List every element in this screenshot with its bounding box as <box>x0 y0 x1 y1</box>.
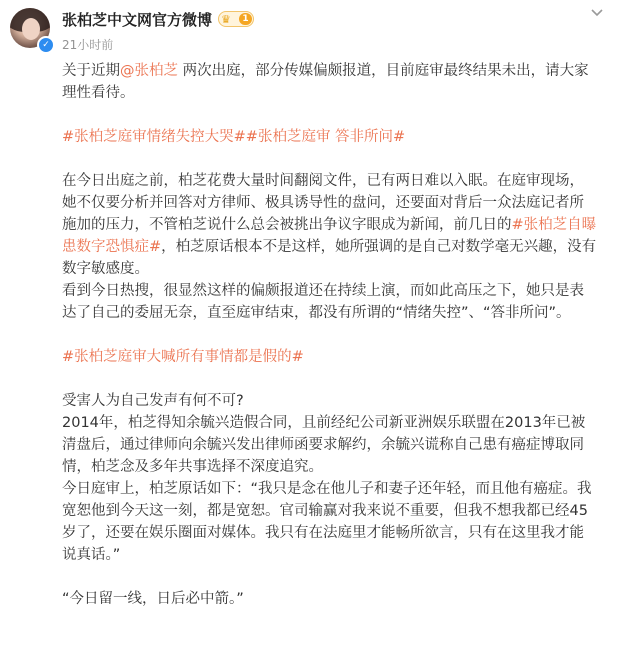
hashtag-line-2[interactable]: #张柏芝庭审大喊所有事情都是假的# <box>62 349 304 365</box>
paragraph-quote: 今日庭审上，柏芝原话如下：“我只是念在他儿子和妻子还年轻，而且他有癌症。我宽恕他到今天这一刻，都是宽恕。官司输赢对我来说不重要，但我不想我都已经45岁了，还要在娱乐圈面对媒体。我只有在法庭里才能畅所欲言，只有在这里我才能说真话。” <box>62 481 592 563</box>
intro-pre: 关于近期 <box>62 63 120 79</box>
verified-icon: ✓ <box>37 36 55 54</box>
hashtag-line-1[interactable]: #张柏芝庭审情绪失控大哭##张柏芝庭审 答非所问# <box>62 129 406 145</box>
post-time[interactable]: 21小时前 <box>62 38 114 52</box>
hashtag-inline[interactable]: #张柏芝自曝患数字恐惧症# <box>62 217 597 255</box>
paragraph-hot-search: 看到今日热搜，很显然这样的偏颇报道还在持续上演，而如此高压之下，她只是表达了自己的委屈无奈，直至庭审结束，都没有所谓的“情绪失控”、“答非所问”。 <box>62 283 584 321</box>
post-content <box>62 60 597 610</box>
paragraph-before-court <box>62 170 597 280</box>
paragraph-intro <box>62 60 597 104</box>
spacer <box>62 148 597 170</box>
chevron-down-icon[interactable] <box>587 3 607 23</box>
before-court-pre: 在今日出庭之前，柏芝花费大量时间翻阅文件，已有两日难以入眠。在庭审现场，她不仅要分析并回答对方律师、极具诱导性的盘问，还要面对背后一众法庭记者所施加的压力，不管柏芝说什么总会被挑出争议字眼成为新闻，前几日的 <box>62 173 584 233</box>
paragraph-2014: 2014年，柏芝得知余毓兴造假合同，且前经纪公司新亚洲娱乐联盟在2013年已被清盘后，通过律师向余毓兴发出律师函要求解约，余毓兴谎称自己患有癌症博取同情，柏芝念及多年共事选择不深度追究。 <box>62 415 586 475</box>
paragraph-question: 受害人为自己发声有何不可? <box>62 393 244 409</box>
account-name[interactable]: 张柏芝中文网官方微博 <box>62 11 213 29</box>
avatar-face <box>22 18 40 40</box>
spacer <box>62 566 597 588</box>
paragraph-closing: “今日留一线，日后必中箭。” <box>62 591 244 607</box>
spacer <box>62 324 597 346</box>
intro-post: 两次出庭，部分传媒偏颇报道，目前庭审最终结果未出，请大家理性看待。 <box>62 63 589 101</box>
member-badge[interactable] <box>218 11 254 27</box>
badge-level: 1 <box>239 13 252 25</box>
spacer <box>62 104 597 126</box>
spacer <box>62 368 597 390</box>
before-court-post: ，柏芝原话根本不是这样，她所强调的是自己对数学毫无兴趣，没有数字敏感度。 <box>62 239 597 277</box>
mention-link[interactable]: @张柏芝 <box>120 63 178 79</box>
crown-icon: ♛ <box>221 13 231 26</box>
